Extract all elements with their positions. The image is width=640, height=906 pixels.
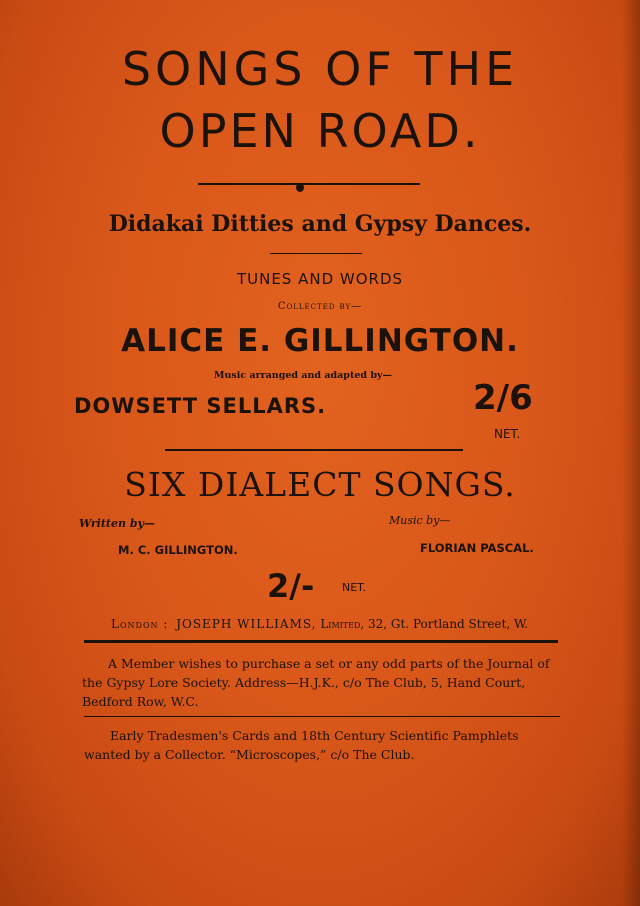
publisher-city: London : (111, 617, 169, 631)
title-line-1: SONGS OF THE (121, 42, 519, 96)
divider-notices-middle (84, 716, 560, 717)
notice2-line1: Early Tradesmen's Cards and 18th Century Scientific Pamphlets (110, 728, 519, 743)
arranged-by: Music arranged and adapted by— (214, 370, 392, 381)
written-by-label: Written by— (79, 517, 155, 530)
notice1-line1: A Member wishes to purchase a set or any odd parts of the Journal of (108, 656, 550, 671)
divider-notices-top (84, 640, 558, 643)
divider-ornament (296, 183, 304, 192)
collected-by: Collected by— (277, 301, 363, 312)
divider-middle (165, 449, 463, 451)
publisher-limited: Limited, (320, 617, 365, 631)
dialect-price-amount: 2/- (267, 567, 315, 605)
divider-short (270, 253, 362, 254)
music-by-label: Music by— (389, 514, 451, 527)
divider-top (198, 183, 420, 185)
collector-name: ALICE E. GILLINGTON. (121, 323, 519, 359)
price-amount: 2/6 (473, 378, 533, 418)
arranger-name: DOWSETT SELLARS. (74, 394, 327, 418)
title-line-2: OPEN ROAD. (159, 104, 481, 158)
notice1-line2: the Gypsy Lore Society. Address—H.J.K., c/o The Club, 5, Hand Court, (82, 675, 526, 690)
composer-name: FLORIAN PASCAL. (420, 541, 534, 555)
notice1-line3: Bedford Row, W.C. (82, 694, 199, 709)
publisher-line (111, 617, 528, 631)
tunes-and-words: TUNES AND WORDS (236, 270, 404, 288)
subtitle: Didakai Ditties and Gypsy Dances. (108, 211, 532, 237)
dialect-title: SIX DIALECT SONGS. (124, 465, 516, 504)
writer-name: M. C. GILLINGTON. (118, 543, 238, 557)
dialect-price-net: NET. (342, 581, 367, 594)
notice2-line2: wanted by a Collector. “Microscopes,” c/o The Club. (84, 747, 415, 762)
publisher-name: JOSEPH WILLIAMS, (176, 617, 317, 631)
price-net: NET. (494, 427, 521, 441)
publisher-address: 32, Gt. Portland Street, W. (368, 617, 529, 631)
